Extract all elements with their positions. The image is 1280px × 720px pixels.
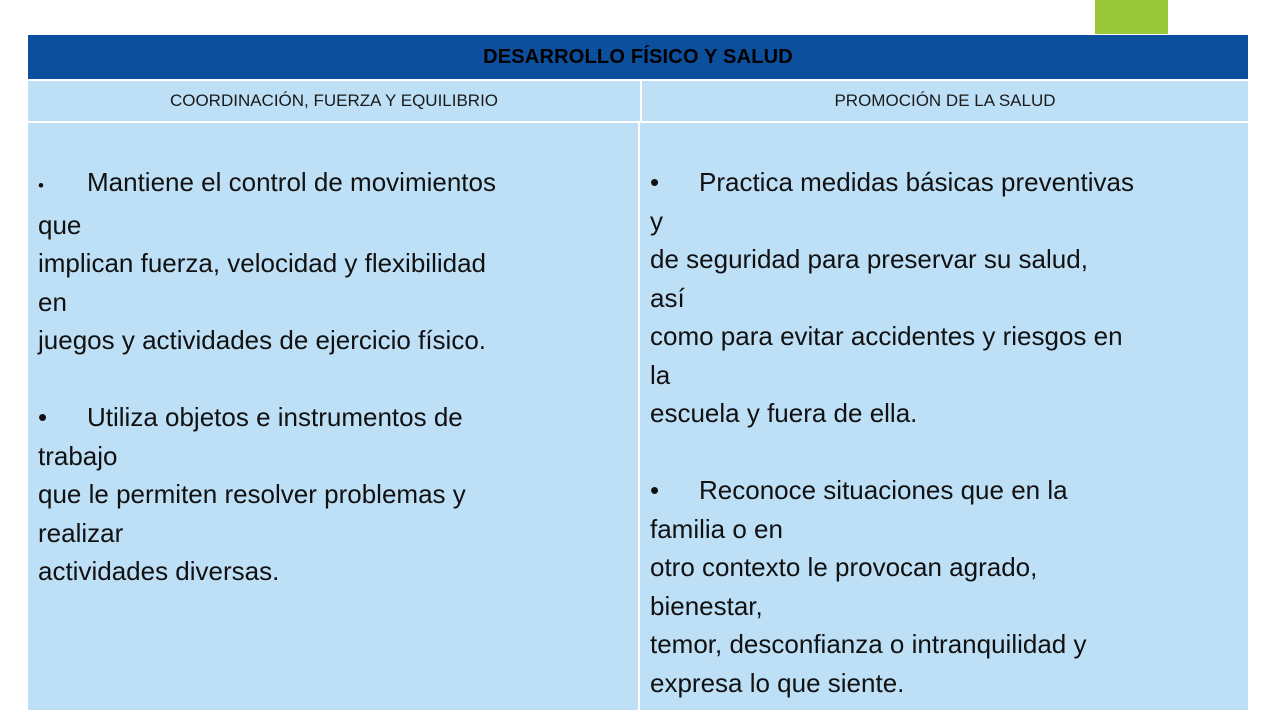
item-line: familia o en	[650, 513, 783, 544]
item-line: así	[650, 282, 685, 313]
bullet-icon: •	[38, 402, 48, 432]
table-title: DESARROLLO FÍSICO Y SALUD	[483, 45, 793, 68]
column-header-coordinacion: COORDINACIÓN, FUERZA Y EQUILIBRIO	[28, 81, 642, 121]
column-headers	[28, 79, 1248, 123]
item-line: la	[650, 359, 671, 390]
item-line: en	[38, 286, 67, 317]
bullet-icon: •	[650, 167, 660, 197]
item-line: y	[650, 205, 663, 236]
item-line: bienestar,	[650, 590, 763, 621]
left-column-cell	[28, 123, 640, 710]
right-column-cell	[640, 123, 1248, 710]
item-line: temor, desconfianza o intranquilidad y	[650, 629, 1087, 659]
item-line: Practica medidas básicas preventivas	[699, 167, 1134, 197]
column-header-promocion: PROMOCIÓN DE LA SALUD	[834, 91, 1056, 110]
list-item	[650, 471, 1236, 702]
content-table	[28, 35, 1248, 710]
item-line: realizar	[38, 517, 124, 548]
item-line: que le permiten resolver problemas y	[38, 479, 466, 509]
table-header	[28, 35, 1248, 79]
item-line: trabajo	[38, 440, 118, 471]
item-line: actividades diversas.	[38, 556, 280, 586]
item-line: Utiliza objetos e instrumentos de	[87, 402, 463, 432]
item-line: Reconoce situaciones que en la	[699, 475, 1068, 505]
list-item	[650, 163, 1236, 433]
list-item	[38, 163, 618, 360]
item-line: escuela y fuera de ella.	[650, 398, 918, 428]
item-line: implican fuerza, velocidad y flexibilidad	[38, 248, 487, 278]
item-line: que	[38, 209, 82, 240]
item-line: juegos y actividades de ejercicio físico.	[38, 325, 487, 355]
item-line: de seguridad para preservar su salud,	[650, 244, 1088, 274]
item-line: otro contexto le provocan agrado,	[650, 552, 1038, 582]
item-line: como para evitar accidentes y riesgos en	[650, 321, 1123, 351]
bullet-icon: •	[38, 176, 44, 195]
accent-block	[1095, 0, 1168, 34]
table-body-row	[28, 123, 1248, 710]
item-line: expresa lo que siente.	[650, 667, 905, 698]
item-line: Mantiene el control de movimientos	[87, 167, 496, 197]
list-item	[38, 398, 618, 591]
bullet-icon: •	[650, 475, 660, 505]
